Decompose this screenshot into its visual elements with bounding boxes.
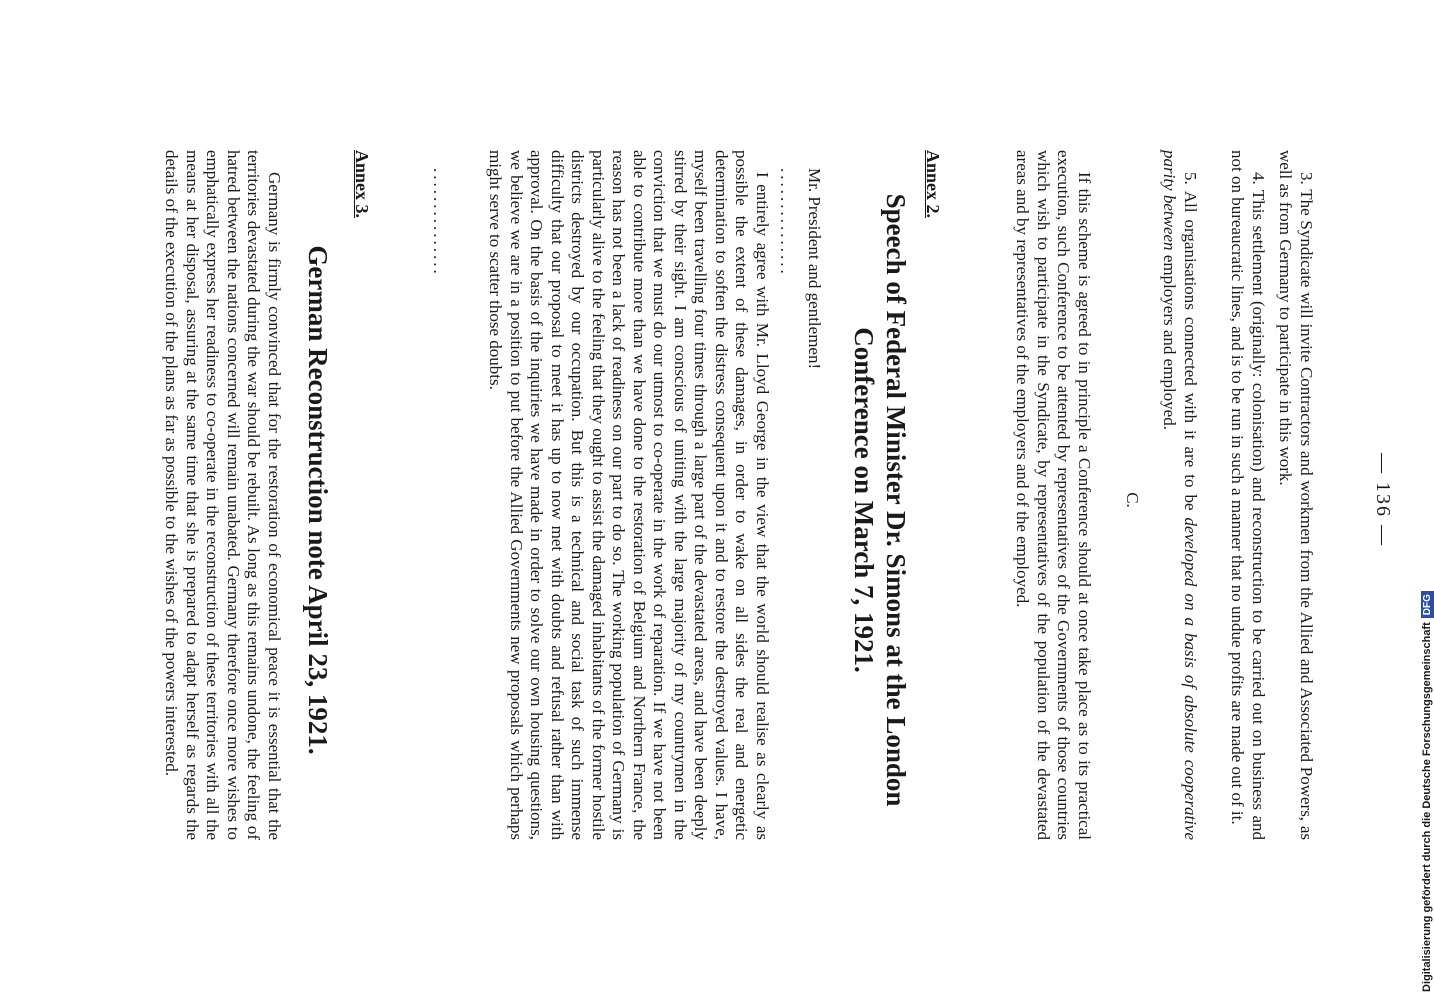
paragraph-5-emphasis: developed on a basis of absolute cooperative parity between <box>1160 150 1200 840</box>
paragraph-c: If this scheme is agreed to in principle a Conference should at once take place as to its practical execution, such Conference to be attented by representatives of the Governments of those countries which wish to participate in the Syndicate, by representatives of the population of the devastated areas and by representatives of the employers and of the employed. <box>1013 150 1094 840</box>
section-c-label: C. <box>1123 492 1142 508</box>
annex-3-label: Annex 3. <box>352 150 372 219</box>
annex-3-title: German Reconstruction note April 23, 1921. <box>303 245 333 755</box>
speech-paragraph: I entirely agree with Mr. Lloyd George in the view that the world should realise as clearly as possible the extent of these damages, in order to wake on all sides the real and energetic determination to soften the distress consequent upon it and to restore the destroyed values. I have, myself been travelling four times through a large part of the devastated areas, and have been deeply stirred by their sight. I am conscious of uniting with the large majority of my countrymen in the conviction that we must do our utmost to co-operate in the work of reparation. If we have not been able to contribute more than we have done to the restoration of Belgium and Northern France, the reason has not been a lack of readiness on our part to do so. The working population of Germany is particularly alive to the feeling that they ought to assist the damaged inhabitants of the former hostile districts destroyed by our occupation. But this is a technical and social task of such immense difficulty that our proposal to meet it has up to now met with doubts and refusal rather than with approval. On the basis of the inquiries we have made in order to solve our own housing questions, we believe we are in a position to put before the Allied Governments new proposals which perhaps might serve to scatter those doubts. <box>486 150 772 840</box>
annex-2-title: Speech of Federal Minister Dr. Simons at the London Conference on March 7, 1921. <box>849 193 911 807</box>
dfg-logo: DFG <box>1421 591 1434 618</box>
paragraph-5-end: employers and employed. <box>1160 250 1180 430</box>
paragraph-5-start: 5. All organisations connected with it are to be <box>1181 172 1200 518</box>
digitisation-credit <box>1420 8 1434 992</box>
paragraph-3: 3. The Syndicate will invite Contractors and workmen from the Allied and Associated Powers, as well as from Germany to participate in this work. <box>1276 150 1316 840</box>
paragraph-4: 4. This settlement (originally: colonisation) and reconstruction to be carried out on business and not on bureaucratic lines, and is to be run in such a manner that no undue profits are made out of it. <box>1228 150 1268 840</box>
page-number: — 136 — <box>1372 453 1394 547</box>
note-paragraph: Germany is firmly convinced that for the restoration of economical peace it is essential that the territories devastated during the war should be rebuilt. As long as this remains undone, the feeling of hatred between the nations concerned will remain unabated. Germany therefore once more wishes to emphatically express her readiness to co-operate in the reconstruction of these territories with all the means at her disposal, assuring at the same time that she is prepared to adapt herself as regards the details of the execution of the plans as far as possible to the wishes of the powers interested. <box>162 150 284 840</box>
paragraph-5 <box>1159 150 1200 840</box>
ellipsis-bottom: ............... <box>430 168 449 277</box>
salutation: Mr. President and gentlemen! <box>805 168 824 370</box>
annex-2-label: Annex 2. <box>923 150 943 219</box>
ellipsis-top: ............... <box>777 168 796 277</box>
credit-text: Digitalisierung gefördert durch die Deutsche Forschungsgemeinschaft <box>1421 622 1433 992</box>
